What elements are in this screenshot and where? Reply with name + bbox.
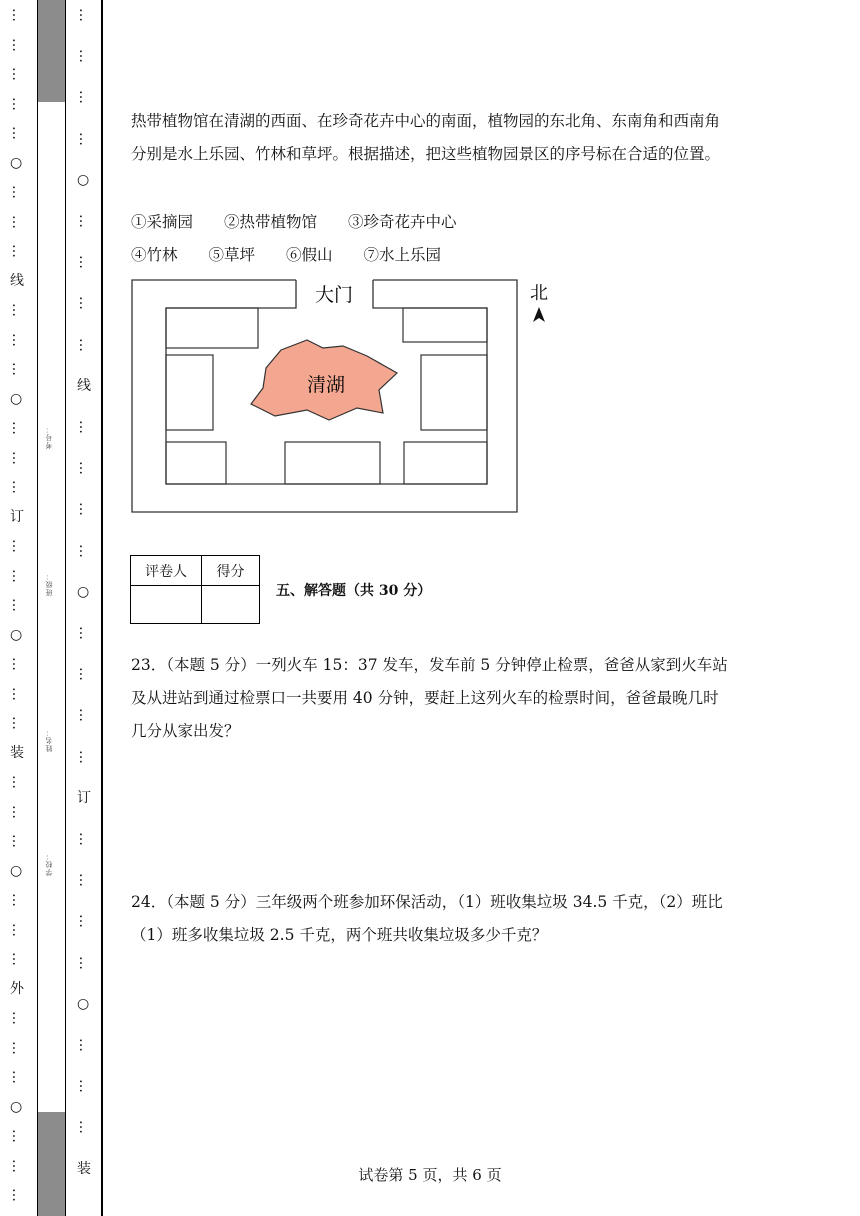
margin-char: 外 bbox=[10, 980, 24, 997]
margin-char: … bbox=[76, 131, 92, 146]
margin-char: ○ bbox=[10, 626, 23, 643]
margin-char: … bbox=[76, 626, 92, 640]
margin-char: … bbox=[76, 873, 92, 888]
margin-char: … bbox=[76, 832, 92, 846]
margin-char: … bbox=[76, 1079, 92, 1094]
margin-char: … bbox=[76, 749, 92, 764]
question-24: 24．（本题 5 分）三年级两个班参加环保活动，（1）班收集垃圾 34.5 千克，（2）班比（1）班多收集垃圾 2.5 千克，两个班共收集垃圾多少千克？ bbox=[131, 893, 723, 944]
score-cell-score bbox=[202, 586, 260, 624]
binding-label-class: 班级： bbox=[45, 572, 53, 596]
margin-char: … bbox=[76, 955, 92, 970]
margin-char: 装 bbox=[77, 1160, 91, 1177]
margin-char: 订 bbox=[77, 789, 91, 806]
margin-char: … bbox=[76, 1038, 92, 1052]
margin-char: … bbox=[9, 598, 25, 612]
margin-char: … bbox=[9, 1188, 25, 1202]
margin-char: ○ bbox=[10, 154, 23, 171]
margin-char: … bbox=[76, 296, 92, 311]
margin-char: 线 bbox=[77, 377, 91, 394]
margin-char: … bbox=[9, 214, 25, 229]
margin-char: … bbox=[9, 1040, 25, 1055]
margin-char: … bbox=[76, 8, 92, 22]
margin-char: 订 bbox=[10, 508, 24, 525]
margin-char: … bbox=[9, 1129, 25, 1143]
outer-margin-column bbox=[0, 0, 36, 1216]
margin-char: … bbox=[9, 716, 25, 730]
region-east bbox=[421, 355, 487, 430]
region-west bbox=[166, 355, 213, 430]
margin-char: … bbox=[76, 49, 92, 64]
margin-char: … bbox=[9, 952, 25, 966]
margin-char: … bbox=[9, 804, 25, 819]
question-23: 23．（本题 5 分）一列火车 15：37 发车，发车前 5 分钟停止检票，爸爸从家到火车站及从进站到通过检票口一共要用 40 分钟，要赶上这列火车的检票时间，爸爸最晚几时几分从家出发？ bbox=[131, 656, 728, 740]
binding-label-school: 学校： bbox=[45, 852, 53, 876]
margin-char: … bbox=[9, 686, 25, 701]
margin-char: … bbox=[9, 1070, 25, 1084]
margin-char: … bbox=[9, 1011, 25, 1025]
margin-char: … bbox=[9, 775, 25, 789]
margin-char: … bbox=[76, 337, 92, 352]
region-northwest bbox=[166, 308, 258, 348]
binding-strip bbox=[37, 0, 66, 1216]
margin-char: … bbox=[9, 539, 25, 553]
score-cell-grader bbox=[131, 586, 202, 624]
margin-char: … bbox=[9, 421, 25, 435]
margin-char: … bbox=[76, 461, 92, 476]
score-table bbox=[130, 555, 260, 624]
margin-char: ○ bbox=[10, 1098, 23, 1115]
margin-char: … bbox=[9, 67, 25, 81]
margin-char: … bbox=[76, 708, 92, 723]
section-title: 五、解答题（共 30 分） bbox=[276, 583, 432, 599]
margin-char: ○ bbox=[77, 583, 90, 600]
margin-char: … bbox=[76, 420, 92, 434]
margin-char: … bbox=[9, 568, 25, 583]
margin-char: … bbox=[76, 90, 92, 105]
margin-char: 装 bbox=[10, 744, 24, 761]
margin-char: … bbox=[76, 214, 92, 228]
margin-char: … bbox=[9, 834, 25, 848]
margin-char: … bbox=[9, 8, 25, 22]
score-header-grader: 评卷人 bbox=[131, 556, 202, 586]
margin-char: … bbox=[9, 362, 25, 376]
margin-char: … bbox=[76, 502, 92, 517]
region-southeast bbox=[404, 442, 487, 484]
margin-char: ○ bbox=[10, 862, 23, 879]
region-northeast bbox=[403, 308, 487, 342]
margin-char: … bbox=[76, 255, 92, 270]
margin-char: … bbox=[76, 914, 92, 929]
score-header-score: 得分 bbox=[202, 556, 260, 586]
north-arrow-icon bbox=[533, 307, 545, 322]
margin-char: … bbox=[9, 185, 25, 199]
margin-char: … bbox=[9, 657, 25, 671]
lake-label: 清湖 bbox=[306, 374, 346, 396]
margin-char: ○ bbox=[77, 171, 90, 188]
margin-char: … bbox=[9, 332, 25, 347]
margin-char: ○ bbox=[10, 390, 23, 407]
margin-char: … bbox=[9, 96, 25, 111]
page-footer: 试卷第 5 页，共 6 页 bbox=[358, 1166, 502, 1184]
margin-char: … bbox=[76, 1120, 92, 1135]
inner-margin-column bbox=[65, 0, 101, 1216]
options-line-1: ①采摘园 ②热带植物馆 ③珍奇花卉中心 bbox=[131, 213, 457, 231]
margin-char: 线 bbox=[10, 272, 24, 289]
margin-char: … bbox=[9, 1158, 25, 1173]
margin-char: … bbox=[9, 126, 25, 140]
gate-label: 大门 bbox=[314, 284, 354, 306]
region-southwest bbox=[166, 442, 226, 484]
binding-gray-top bbox=[38, 0, 65, 102]
botanical-garden-map bbox=[131, 278, 561, 518]
margin-char: … bbox=[9, 922, 25, 937]
binding-label-exam-number: 考号： bbox=[45, 425, 53, 449]
north-label: 北 bbox=[530, 283, 548, 304]
options-line-2: ④竹林 ⑤草坪 ⑥假山 ⑦水上乐园 bbox=[131, 246, 442, 264]
margin-char: ○ bbox=[77, 995, 90, 1012]
margin-char: … bbox=[9, 893, 25, 907]
binding-label-name: 姓名： bbox=[45, 728, 53, 752]
region-south bbox=[285, 442, 380, 484]
margin-char: … bbox=[9, 303, 25, 317]
margin-char: … bbox=[76, 667, 92, 682]
margin-char: … bbox=[9, 244, 25, 258]
margin-char: … bbox=[9, 480, 25, 494]
margin-char: … bbox=[76, 543, 92, 558]
margin-rule bbox=[101, 0, 103, 1216]
question-intro-text: 热带植物馆在清湖的西面、在珍奇花卉中心的南面，植物园的东北角、东南角和西南角分别是水上乐园、竹林和草坪。根据描述，把这些植物园景区的序号标在合适的位置。 bbox=[131, 112, 721, 163]
margin-char: … bbox=[9, 37, 25, 52]
margin-char: … bbox=[9, 450, 25, 465]
